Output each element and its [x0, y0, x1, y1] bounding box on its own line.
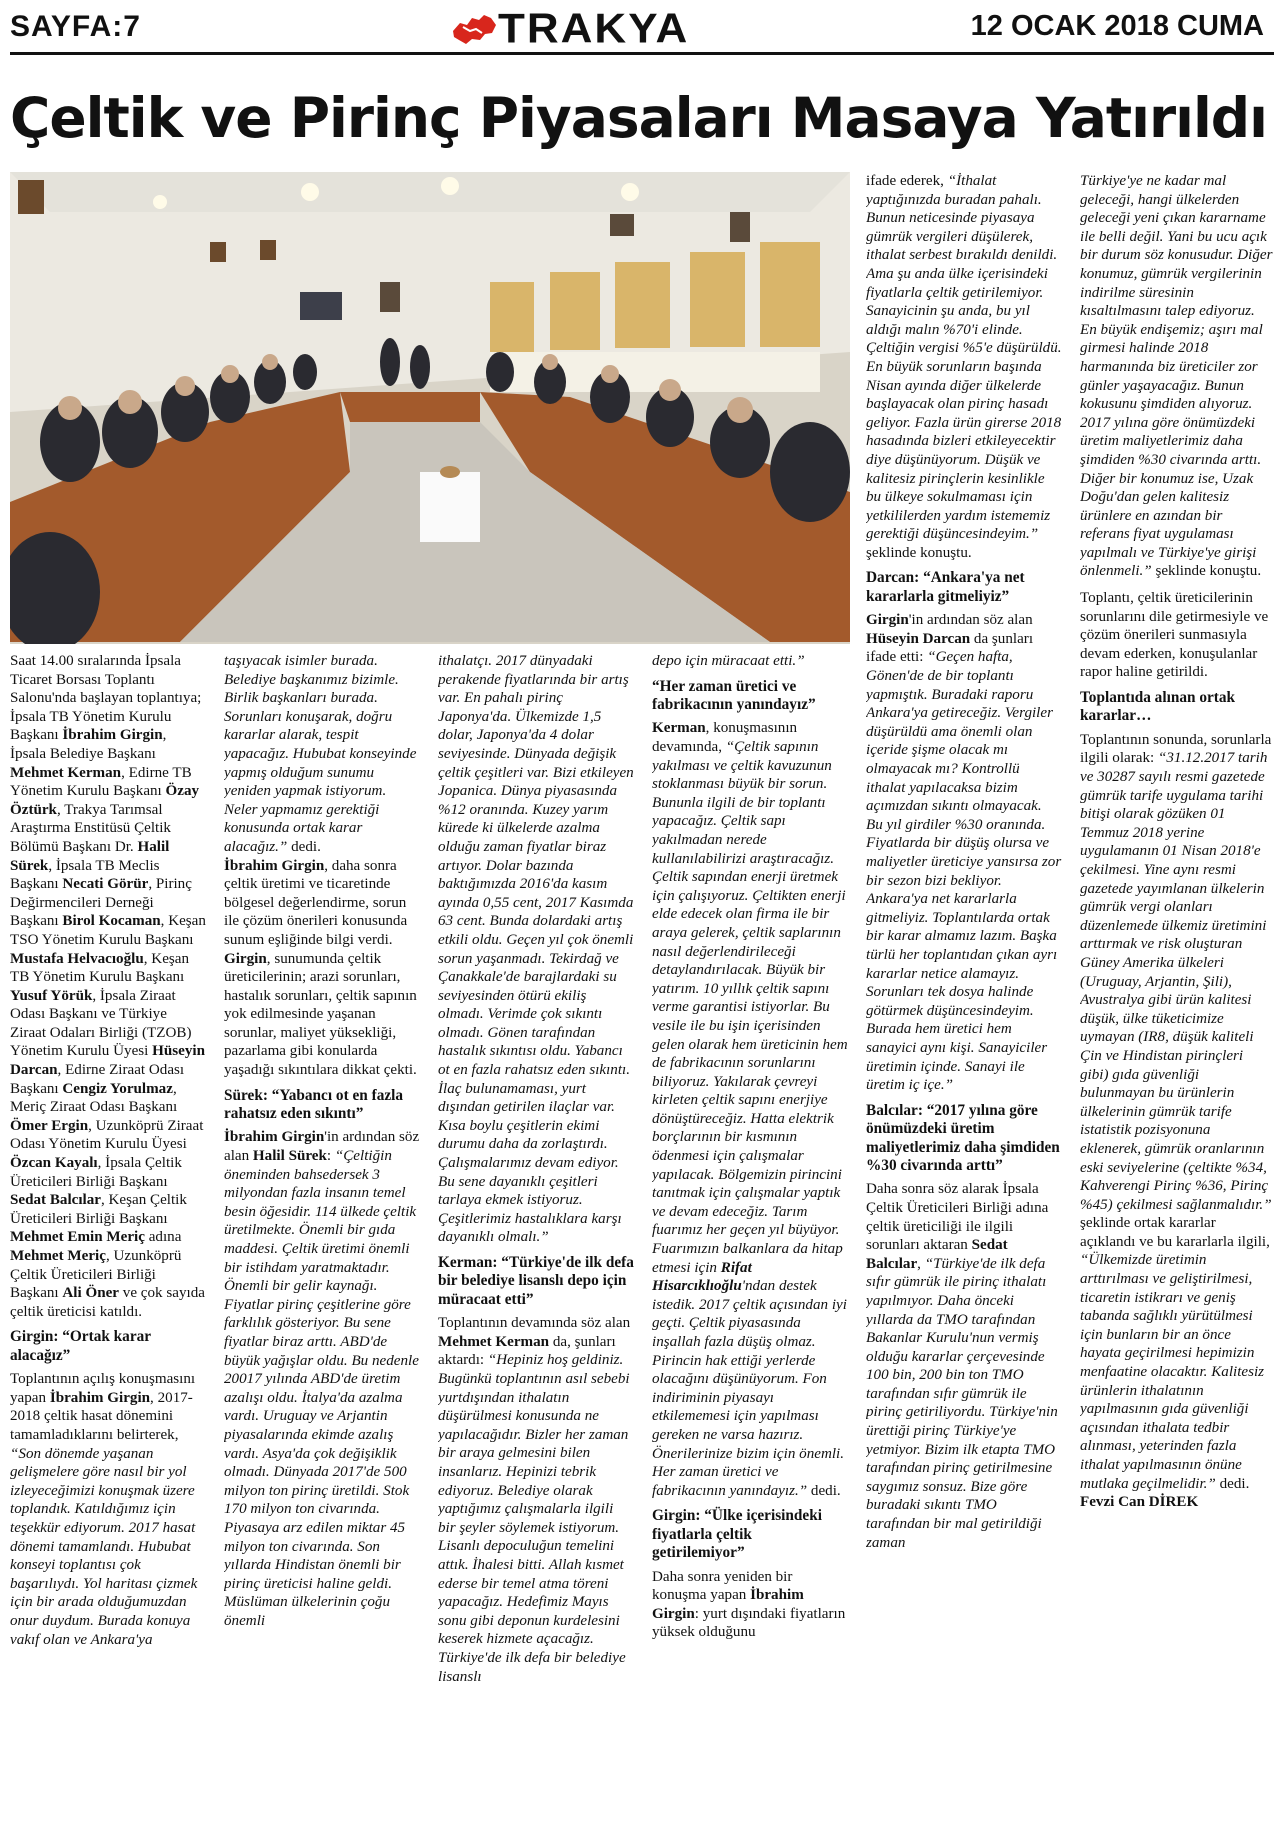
issue-date: 12 OCAK 2018 CUMA: [970, 10, 1264, 42]
article-paragraph: İbrahim Girgin'in ardından söz alan Halil Sürek: “Çeltiğin öneminden bahsedersek 3 milyondan fazla insanın temel besin öğesidir. 114 ülkede çeltik üretilmekte. Önemli bir gıda maddesi. Çeltik üretimi önemli bir istihdam yaratmaktadır. Önemli bir gelir kaynağı. Fiyatlar pirinç çeşitlerine göre farklılık gösteriyor. Bu sene fiyatlar biraz arttı. ABD'de büyük yağışlar oldu. Bu nedenle 20017 yılında ABD'de üretim azalışı oldu. İtalya'da azalma vardı. Uruguay ve Arjantin piyasalarında ekimde azalış vardı. Asya'da çok değişiklik olmadı. Dünyada 2017'de 500 milyon ton pirinç üretildi. Stok 170 milyon ton civarında. Piyasaya arz edilen miktar 45 milyon ton civarında. Son yıllarda Hindistan önemli bir pirinç üreticisi haline geldi. Müslüman ülkelerinin çoğu önemli: [224, 1129, 420, 1629]
author-byline: Fevzi Can DİREK: [1080, 1494, 1199, 1511]
article-headline: Çeltik ve Pirinç Piyasaları Masaya Yatırıldı: [10, 86, 1268, 150]
turkey-map-icon: [450, 9, 498, 49]
article-paragraph: ithalatçı. 2017 dünyadaki perakende fiyatlarında bir artış var. En pahalı pirinç Japonya'da. Ülkemizde 1,5 dolar, Japonya'da 4 dolar seviyesinde. Dünyada değişik çeltik çeşitleri var. Bizi etkileyen Jopanica. Dünya piyasasında %12 oranında. Kuzey yarım kürede ki ülkelerde azalma olduğu zaman fiyatlar biraz artıyor. Dolar bazında baktığımızda 2016'da kasım ayında 0,55 cent, 2017 Kasımda 63 cent. Bunda dolardaki artış etkili oldu. Geçen yıl çok önemli sorun yaşanmadı. Tekirdağ ve Çanakkale'de barajlardaki su seviyesinden ötürü ekiliş olmadı. Verimde çok sıkıntı olmadı. Gönen tarafından hastalık sıkıntısı oldu. Yabancı ot en fazla rahatsız eden sıkıntı. İlaç bulunamaması, yurt dışından getirilen ilaçlar var. Kısa boylu çeşitlerin ekimi durumu daha da zorlaştırdı. Çalışmalarımız devam ediyor. Bu sene dayanıklı çeşitleri tarlaya ekmek istiyoruz. Çeşitlerimiz hastalıklara karşı dayanıklı olmalı.”: [438, 653, 634, 1246]
article-paragraph: Kerman, konuşmasının devamında, “Çeltik sapının yakılması ve çeltik kavuzunun stoklanması büyük bir sorun. Bununla ilgili de bir toplantı yapacağız. Çeltik sapı yakılmadan nerede kullanılabilirizi araştıracağız. Çeltik sapından enerji üretmek için çalışıyoruz. Çeltikten enerji elde edecek olan firma ile bir araya gelerek, çeltik saplarının nasıl değerlendirileceği detaylandırılacak. Büyük bir yatırım. 10 yıllık çeltik sapını verme garantisi istiyorlar. Bu vesile ile bu işin içerisinden gelen olarak hem üreticinin hem de fabrikacının sorunlarını biliyoruz. Yakılarak çevreyi kirleten çeltik sapını enerjiye dönüştüreceğiz. Hatta elektrik borçlarının bir kısmının ödenmesi için çalışmalar yapılacak. Bölgemizin pirincini tanıtmak için çalışmalar yaptık ve devam edeceğiz. Tarım fuarımız her geçen yıl büyüyor. Fuarımızın balkanlara da hitap etmesi için Rifat Hisarcıklıoğlu'ndan destek istedik. 2017 çeltik açısından iyi geçti. Çeltik piyasasında inşallah fazla düşüş olmaz. Pirincin hak ettiği yerlerde olacağını düşünüyorum. Fon indiriminin piyasayı etkilememesi için yapılması gereken ne varsa hazırız. Önerilerinize bizim için önemli. Her zaman üretici ve fabrikacının yanındayız.” dedi.: [652, 720, 848, 1499]
article-paragraph: Toplantı, çeltik üreticilerinin sorunlarını dile getirmesiyle ve çözüm önerileri sunmasıyla devam ederken, konuşulanlar rapor haline getirildi.: [1080, 590, 1269, 681]
article-paragraph: Türkiye'ye ne kadar mal geleceği, hangi ülkelerden geleceği yeni çıkan kararname ile belli değil. Yani bu ucu açık bir durum söz konusudur. Diğer konumuz, gümrük vergilerinin indirilme süresinin kısaltılmasını talep ediyoruz. En büyük endişemiz; aşırı mal girmesi halinde 2018 harmanında biz üreticiler zor günler yaşayacağız. Bunun kokusunu şimdiden alıyoruz. 2017 yılına göre önümüzdeki üretim maliyetlerimiz daha şimdiden %30 civarında arttı. Diğer bir konumuz ise, Uzak Doğu'dan gelen kalitesiz ürünlere en azından bir referans fiyat uygulaması yapılmalı ve Türkiye'ye girişi önlenmeli.” şeklinde konuştu.: [1080, 173, 1273, 580]
article-paragraph: Saat 14.00 sıralarında İpsala Ticaret Borsası Toplantı Salonu'nda başlayan toplantıya; İpsala TB Yönetim Kurulu Başkanı İbrahim Girgin, İpsala Belediye Başkanı Mehmet Kerman, Edirne TB Yönetim Kurulu Başkanı Özay Öztürk, Trakya Tarımsal Araştırma Enstitüsü Çeltik Bölümü Başkanı Dr. Halil Sürek, İpsala TB Meclis Başkanı Necati Görür, Pirinç Değirmencileri Derneği Başkanı Birol Kocaman, Keşan TSO Yönetim Kurulu Başkanı Mustafa Helvacıoğlu, Keşan TB Yönetim Kurulu Başkanı Yusuf Yörük, İpsala Ziraat Odası Başkanı ve Türkiye Ziraat Odaları Birliği (TZOB) Yönetim Kurulu Üyesi Hüseyin Darcan, Edirne Ziraat Odası Başkanı Cengiz Yorulmaz, Meriç Ziraat Odası Başkanı Ömer Ergin, Uzunköprü Ziraat Odası Yönetim Kurulu Üyesi Özcan Kayalı, İpsala Çeltik Üreticileri Birliği Başkanı Sedat Balcılar, Keşan Çeltik Üreticileri Birliği Başkanı Mehmet Emin Meriç adına Mehmet Meriç, Uzunköprü Çeltik Üreticileri Birliği Başkanı Ali Öner ve çok sayıda çeltik üreticisi katıldı.: [10, 653, 206, 1320]
article-paragraph: Girgin'in ardından söz alan Hüseyin Darcan da şunları ifade etti: “Geçen hafta, Gönen'de de bir toplantı yapmıştık. Buradaki raporu Ankara'ya getireceğiz. Vergiler düşürüldü ama önemli olan içeride şişme olacak mı olmayacak mı? Kontrollü ithalat yapılacaksa bizim açımızdan sıkıntı olmayacak. Bu yıl girdiler %30 oranında. Fiyatlarda bir düşüş olursa ve maliyetler üreticiye yansırsa zor bir sezon bizi bekliyor. Ankara'ya net kararlarla gitmeliyiz. Toplantılarda ortak bir karar almamız lazım. Başka türlü her toplantıdan çıkan ayrı kararlar netice alamayız. Sorunları tek dosya halinde götürmek düşüncesindeyim. Burada hem üretici hem sanayici aynı kişi. Sanayiciler üretimin içinde. Sanayi ile üretim iç içe.”: [866, 612, 1062, 1094]
article-paragraph: ifade ederek, “İthalat yaptığınızda buradan pahalı. Bunun neticesinde piyasaya gümrük vergileri düşülerek, ithalat serbest bırakıldı denildi. Ama şu anda ülke içerisindeki fiyatlarla çeltik getirilemiyor. Sanayicinin şu anda, bu yıl aldığı malın %70'i elinde. Çeltiğin vergisi %5'e düşürüldü. En büyük sorunların başında Nisan ayında diğer ülkelerde başlayacak olan pirinç hasadı geliyor. Fazla ürün girerse 2018 hasadında bizleri etkileyecektir diye düşünüyorum. Düşük ve kalitesiz pirinçlerin kesinlikle bu ülkeye sokulmaması için yetkililerden yardım istememiz gerektiği düşüncesindeyim.” şeklinde konuştu.: [866, 173, 1062, 561]
newspaper-name: TRAKYA: [498, 5, 690, 52]
page-number: SAYFA:7: [10, 10, 141, 43]
article-paragraph: İbrahim Girgin, daha sonra çeltik üretimi ve ticaretinde bölgesel değerlendirme, sorun ile çözüm önerileri konusunda sunum eşliğinde bilgi verdi. Girgin, sunumunda çeltik üreticilerinin; arazi sorunları, hastalık sorunları, çeltik sapının yok edilmesinde yaşanan sorunlar, maliyet yüksekliği, pazarlama gibi konularda yaşadığı sıkıntılara dikkat çekti.: [224, 857, 417, 1079]
article-column-3: [438, 652, 634, 1824]
article-paragraph: Daha sonra söz alarak İpsala Çeltik Üreticileri Birliği adına çeltik üreticiliği ile ilgili sorunları aktaran Sedat Balcılar, “Türkiye'de ilk defa sıfır gümrük ile pirinç ithalatı yapılmıyor. Daha önceki yıllarda da TMO tarafından Bakanlar Kurulu'nun vermiş olduğu kararlar çerçevesinde 100 bin, 200 bin ton TMO tarafından sıfır gümrük ile pirinç getiriliyordu. Türkiye'nin ürettiği pirinç Türkiye'ye yetmiyor. Bizim ilk etapta TMO tarafından pirinç getirilmesine saygımız sonsuz. Bize göre buradaki sıkıntı TMO tarafından bir mal getirildiği zaman: [866, 1181, 1058, 1551]
article-column-1: [10, 652, 206, 1824]
article-subheading: Darcan: “Ankara'ya net kararlarla gitmeliyiz”: [866, 569, 1025, 605]
masthead-rule: [10, 52, 1274, 55]
article-subheading: Toplantıda alınan ortak kararlar…: [1080, 689, 1236, 725]
masthead: [10, 6, 1272, 52]
article-subheading: Sürek: “Yabancı ot en fazla rahatsız eden sıkıntı”: [224, 1086, 404, 1123]
article-subheading: Balcılar: “2017 yılına göre önümüzdeki üretim maliyetlerimiz daha şimdiden %30 civarında arttı”: [866, 1101, 1060, 1174]
article-paragraph: Daha sonra yeniden bir konuşma yapan İbrahim Girgin: yurt dışındaki fiyatların yüksek olduğunu: [652, 1568, 846, 1641]
article-subheading: “Her zaman üretici ve fabrikacının yanındayız”: [652, 677, 816, 713]
meeting-photo: [10, 172, 850, 644]
article-subheading: Girgin: “Ülke içerisindeki fiyatlarla çeltik getirilemiyor”: [652, 1507, 822, 1562]
meeting-photo-icon: [10, 172, 850, 644]
article-paragraph: taşıyacak isimler burada. Belediye başkanımız bizimle. Birlik başkanları burada. Sorunları konuşarak, doğru kararlar alarak, tespit yapacağız. Hububat konseyinde yapmış olduğum sunumu yeniden yapmak istiyorum. Neler yapmamız gerektiği konusunda ortak karar alacağız.” dedi.: [224, 653, 417, 855]
newspaper-logo[interactable]: [450, 6, 689, 52]
article-column-4: [652, 652, 848, 1824]
article-paragraph: depo için müracaat etti.”: [652, 653, 805, 669]
article-paragraph: Toplantının sonunda, sorunlarla ilgili olarak: “31.12.2017 tarih ve 30287 sayılı resmi gazetede gümrük tarife uygulama tarihi bitişi olarak gözüken 01 Temmuz 2018 yerine uygulamanın 01 Nisan 2018'e çekilmesi. Yine aynı resmi gazetede yayımlanan ülkelerin gümrük vergi olanları düzenlemede ülkemiz üretimini arttırmak ve risk oluşturan Güney Amerika ülkeleri (Uruguay, Arjantin, Şili), Avustralya gibi ürün kalitesi düşük, ülke tüketicimize uymayan (IR8, düşük kaliteli Çin ve Hindistan pirinçleri gibi) gıda güvenliği bulunmayan bu ürünlerin ülkelerinin gümrük tarife istatistik pozisyonuna eklenerek, gümrük oranlarının eski seviyelerine (çeltikte %34, Kahverengi Pirinç %36, Pirinç %45) çekilmesi sağlanmalıdır.” şeklinde ortak kararlar açıklandı ve bu kararlarla ilgili, “Ülkemizde üretimin arttırılması ve geliştirilmesi, ticaretin istikrarı ve geniş tabanda sağlıklı yürütülmesi için bunların bir an önce hayata geçirilmesi hepimizin menfaatine olacaktır. Kalitesiz ürünlerin ithalatının yapılmasının gıda güvenliği açısından ithalata tedbir alınması, yeterinden fazla ithalat yapılmasının önüne mutlaka geçilmelidir.” dedi.: [1080, 731, 1272, 1492]
article-subheading: Girgin: “Ortak karar alacağız”: [10, 1328, 151, 1364]
article-paragraph: Toplantının açılış konuşmasını yapan İbrahim Girgin, 2017-2018 çeltik hasat dönemini tamamladıklarını belirterek, “Son dönemde yaşanan gelişmelere göre nasıl bir yol izleyeceğimizi konuşmak üzere toplandık. Katıldığımız için teşekkür ediyorum. 2017 hasat dönemi tamamlandı. Hububat konseyi toplantısı çok başarılıydı. Yol haritası çizmek için bir arada olduğumuzdan onur duydum. Burada konuya vakıf olan ve Ankara'ya: [10, 1371, 198, 1648]
article-subheading: Kerman: “Türkiye'de ilk defa bir belediye lisanslı depo için müracaat etti”: [438, 1254, 634, 1308]
article-column-6: [1080, 172, 1274, 1824]
article-column-5: [866, 172, 1062, 1824]
article-column-2: [224, 652, 420, 1824]
article-paragraph: Toplantının devamında söz alan Mehmet Kerman da, şunları aktardı: “Hepiniz hoş geldiniz. Bugünkü toplantının asıl sebebi yurtdışından ithalatın düşürülmesi konusunda ne yapılacağıdır. Bizler her zaman bir araya gelmesini bilen insanlarız. Hepinizi tebrik ediyoruz. Belediye olarak yaptığımız çalışmalarla ilgili bir şeyler söylemek istiyorum. Lisanlı depoculuğun temelini attık. İhalesi bitti. Allah kısmet ederse bir temel atma töreni yapacağız. Hedefimiz Mayıs sonu gibi deponun kurdelesini keserek hizmete açacağız. Türkiye'de ilk defa bir belediye lisanslı: [438, 1315, 631, 1685]
